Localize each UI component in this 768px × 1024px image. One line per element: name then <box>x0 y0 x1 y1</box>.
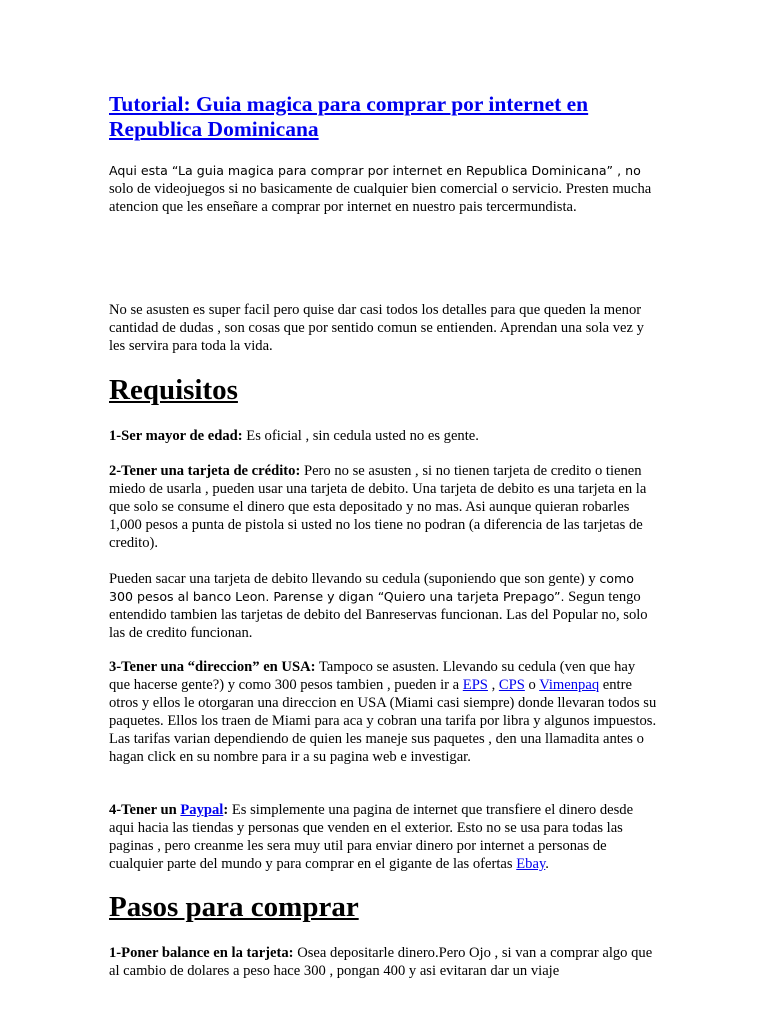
requisitos-heading: Requisitos <box>109 374 238 406</box>
step-1-text: Osea depositarle dinero.Pero Ojo , si van a comprar algo que al cambio de dolares a peso hace 300 , pongan 400 y asi evitaran dar un viaje <box>109 945 653 979</box>
intro-serif-text: solo de videojuegos si no basicamente de cualquier bien comercial o servicio. Presten mucha atencion que les enseñare a comprar por internet en nuestro pais tercermundista. <box>109 181 652 215</box>
intro-sans-text: Aqui esta “La guia magica para comprar por internet en Republica Dominicana” , no <box>109 163 641 178</box>
requirement-3-text-a: Tampoco se asusten. Llevando su cedula (ven que hay que hacerse gente?) y como 300 pesos tambien , pueden ir a <box>109 659 636 693</box>
paypal-link[interactable]: Paypal <box>180 802 224 818</box>
requirement-4-label-b: : <box>223 802 229 818</box>
requirement-2-detail-a: Pueden sacar una tarjeta de debito llevando su cedula (suponiendo que son gente) y <box>109 571 596 587</box>
requirement-4-text-a: Es simplemente una pagina de internet que transfiere el dinero desde aqui hacia las tiendas y personas que venden en el exterior. Esto no se usa para todas las paginas , pero creanme les sera muy util para enviar dinero por internet a personas de cualquier parte del mundo y para comprar en el gigante de las ofertas <box>109 802 634 872</box>
requirement-3-text-b: entre otros y ellos le otorgaran una direccion en USA (Miami casi siempre) donde llevaran todos su paquetes. Ellos los traen de Miami para aca y cobran una tarifa por libra y algunos impuestos. Las tarifas varian dependiendo de quien les maneje sus paquetes , den una llamadita antes o hagan click en su nombre para ir a su pagina web e investigar. <box>109 677 657 765</box>
requirement-4-text-b: . <box>545 856 549 872</box>
requirement-2-label: 2-Tener una tarjeta de crédito: <box>109 463 301 479</box>
requirement-4-label-a: 4-Tener un <box>109 802 181 818</box>
page-title-link[interactable]: Tutorial: Guia magica para comprar por internet en Republica Dominicana <box>109 92 589 141</box>
step-1 <box>109 944 657 980</box>
requirement-2-detail <box>109 570 657 642</box>
requirement-3 <box>109 658 657 766</box>
ebay-link[interactable]: Ebay <box>516 856 546 872</box>
cps-link[interactable]: CPS <box>498 677 525 693</box>
requirement-1 <box>109 427 657 445</box>
eps-link[interactable]: EPS <box>462 677 488 693</box>
requirement-3-label: 3-Tener una “direccion” en USA: <box>109 659 316 675</box>
intro-paragraph <box>109 162 657 216</box>
pasos-heading: Pasos para comprar <box>109 891 359 923</box>
requirement-1-label: 1-Ser mayor de edad: <box>109 428 243 444</box>
requirement-2-detail-sans: como 300 pesos al banco Leon. Parense y digan “Quiero una tarjeta Prepago”. <box>109 571 634 604</box>
vimenpaq-link[interactable]: Vimenpaq <box>539 677 600 693</box>
requirement-2 <box>109 462 657 552</box>
separator: o <box>524 677 540 693</box>
requirement-4-label <box>109 802 228 818</box>
step-1-label: 1-Poner balance en la tarjeta: <box>109 945 294 961</box>
requirement-1-text: Es oficial , sin cedula usted no es gente. <box>242 428 479 444</box>
requirement-2-text: Pero no se asusten , si no tienen tarjeta de credito o tienen miedo de usarla , pueden usar una tarjeta de debito. Una tarjeta de debito es una tarjeta en la que solo se consume el dinero que esta depositado y no mas. Asi aunque quieran robarles 1,000 pesos a punta de pistola si usted no los tiene no podran (a diferencia de las tarjetas de credito). <box>109 463 647 551</box>
reassurance-paragraph: No se asusten es super facil pero quise dar casi todos los detalles para que queden la menor cantidad de dudas , son cosas que por sentido comun se entienden. Aprendan una sola vez y les servira para toda la vida. <box>109 302 644 354</box>
requirement-2-detail-b: Segun tengo entendido tambien las tarjetas de debito del Banreservas funcionan. Las del Popular no, solo las de credito funcionan. <box>109 589 648 641</box>
separator: , <box>487 677 499 693</box>
requirement-4 <box>109 801 657 873</box>
